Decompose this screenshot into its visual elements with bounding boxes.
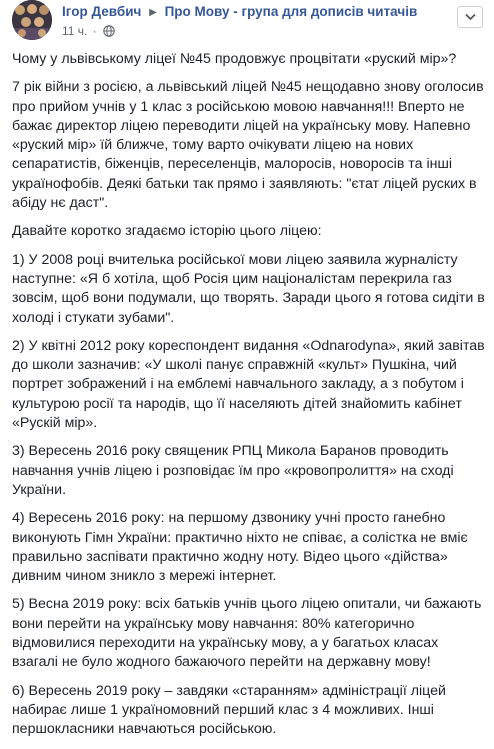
post-paragraph: Чому у львівському ліцеї №45 продовжує процвітати «руский мір»? [12, 51, 457, 67]
avatar-image [12, 0, 52, 40]
post-timestamp[interactable]: 11 ч. [62, 24, 88, 38]
author-name-link[interactable]: Ігор Девбич [62, 4, 142, 19]
post-body [12, 50, 486, 749]
avatar[interactable] [12, 0, 52, 40]
post-paragraph: 1) У 2008 році вчителька російської мови ліцею заявила журналісту наступне: «Я б хотіла, щоб Росія цим націоналістам перекрила газ зовсім, щоб вони подумали, що творять. Заради цього я готова сидіти в холоді і стукати зубами". [12, 251, 485, 326]
post-paragraph: 2) У квітні 2012 року кореспондент видання «Odnarodyna», який завітав до школи зазначив: «У школі панує справжній «культ» Пушкіна, чий портрет зображений і на емблемі навчального закладу, а з побутом і культурою росії та народів, що її населяють дітей знайомить кабінет «Рускій мір». [12, 337, 485, 432]
triangle-right-icon: ▶ [149, 7, 157, 18]
group-name-link[interactable]: Про Мову - група для дописів читачів [164, 4, 418, 19]
post-paragraph: 5) Весна 2019 року: всіх батьків учнів цього ліцею опитали, чи бажають вони перейти на українську мову навчання: 80% категорично відмовилися переходити на українську мову, а у багатьох класах взагалі не було жодного бажаючого перейти на державну мову! [12, 596, 482, 671]
post-paragraph: Давайте коротко згадаємо історію цього ліцею: [12, 223, 322, 240]
post-paragraph: 6) Вересень 2019 року – завдяки «старанням» адміністрації ліцей набирає лише 1 україномовний перший клас з 4 можливих. Інші першокласники навчаються російською. [12, 682, 446, 738]
meta-separator: · [92, 24, 97, 38]
post-paragraph: 4) Вересень 2016 року: на першому дзвонику учні просто ганебно виконують Гімн України: практично ніхто не співає, а солістка не вміє правильно заспівати практично жодну ноту. Відео цього «дійства» дивним чином зникло з мережі інтернет. [12, 510, 468, 585]
post-menu-button[interactable] [457, 6, 483, 28]
author-line [62, 4, 417, 21]
post-paragraph: 3) Вересень 2016 року священик РПЦ Микола Баранов проводить навчання учнів ліцею і розповідає їм про «кровопролиття» на сході України. [12, 443, 454, 498]
post-header [0, 0, 494, 44]
chevron-down-icon [465, 13, 476, 21]
globe-icon[interactable] [103, 25, 115, 40]
post-meta [62, 24, 115, 40]
post-paragraph: 7 рік війни з росією, а львівський ліцей №45 нещодавно знову оголосив про прийом учнів у 1 клас з російською мовою навчання!!! Вперто не бажає директор ліцею переводити ліцей на українську мову. Напевно «руский мір» їй ближче, тому варто очікувати ліцею на нових сепаратистів, біженців, переселенців, малоросів, новоросів та інші українофобів. Деякі батьки так прямо і заявляють: "єтат ліцей руских в абіду нє даст". [12, 79, 484, 212]
